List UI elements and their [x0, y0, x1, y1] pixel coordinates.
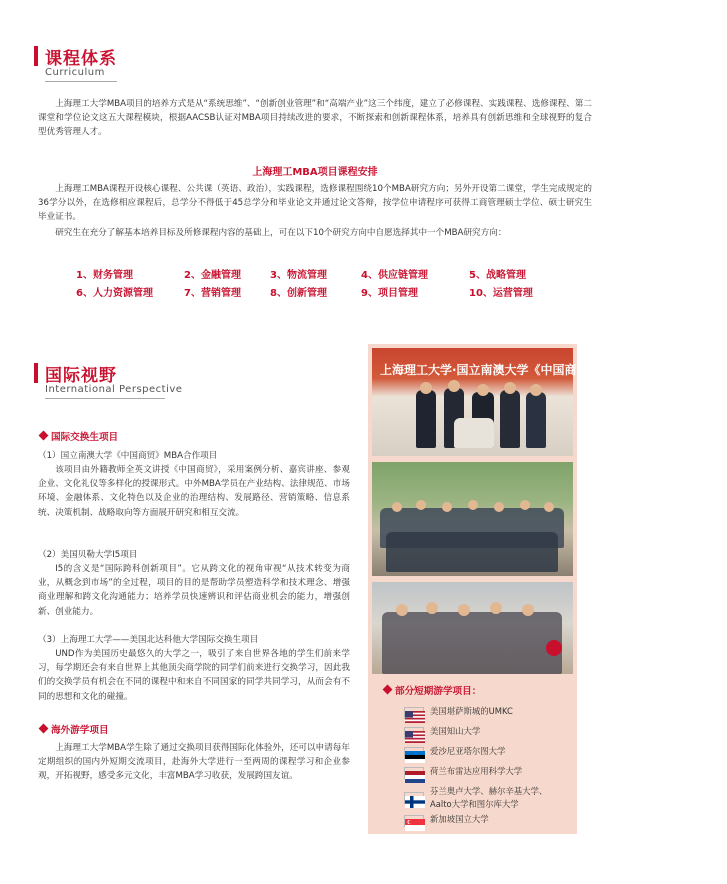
directions-row — [76, 266, 556, 284]
research-directions — [76, 266, 556, 302]
curriculum-subtitle: Curriculum — [45, 67, 105, 78]
section-rule — [45, 81, 117, 82]
finland-flag-icon — [404, 792, 424, 804]
person-head — [504, 382, 516, 394]
us-flag-icon — [404, 707, 424, 719]
person-head — [520, 500, 530, 510]
exchange-item-body: UND作为美国历史最悠久的大学之一，吸引了来自世界各地的学生们前来学习，每学期还会有来自世界上其他顶尖商学院的同学们前来进行交换学习，因此我们的交换学员有机会在不同的课程中和来自不同国家的同学共同学习，从而会有不同的思想和文化的碰撞。 — [38, 649, 350, 702]
group-figure — [382, 612, 562, 674]
logo-badge — [546, 640, 562, 656]
trip-item — [404, 765, 574, 781]
section-bar — [34, 46, 38, 66]
exchange-item-body: I5的含义是“国际跨科创新项目”。它从跨文化的视角审视“从技术转变为商业，从概念到市场”的全过程，项目的目的是帮助学员塑造科学和技术理念、增强商业理解和跨文化沟通能力；培养学员快速辨识和评估商业机会的能力，增强创新、创业能力。 — [38, 564, 350, 617]
direction-item: 10、运营管理 — [469, 288, 533, 299]
group-figure — [386, 532, 558, 572]
trip-label: 美国知山大学 — [430, 726, 481, 736]
person-head — [477, 384, 489, 396]
section-bar — [34, 363, 38, 383]
trip-label: 美国堪萨斯城的UMKC — [430, 706, 513, 716]
short-trips-heading-label: 部分短期游学项目： — [395, 686, 482, 697]
trip-item — [404, 813, 574, 829]
study-abroad-heading — [40, 722, 109, 736]
singapore-flag-icon — [404, 815, 424, 827]
direction-item: 4、供应链管理 — [361, 270, 428, 281]
section-rule — [45, 398, 165, 399]
exchange-item-title: （1）国立南澳大学《中国商贸》MBA合作项目 — [38, 451, 218, 461]
diamond-icon — [39, 431, 49, 441]
diamond-icon — [383, 685, 393, 695]
exchange-item-body: 该项目由外籍教师全英文讲授《中国商贸》，采用案例分析、嘉宾讲座、参观企业、文化礼仪等多样化的授课形式。中外MBA学员在产业结构、法律规范、市场环境、金融体系、文化特色以及企业的治理结构、发展路径、营销策略、信息系统、决策机制、战略取向等方面展开研究和相互交流。 — [38, 465, 350, 518]
group-photo — [372, 462, 573, 576]
trip-item — [404, 725, 574, 741]
exchange-heading-label: 国际交换生项目 — [51, 432, 119, 443]
direction-item: 8、创新管理 — [270, 288, 327, 299]
trip-label: 爱沙尼亚塔尔图大学 — [430, 746, 506, 756]
direction-item: 7、营销管理 — [184, 288, 241, 299]
ceremony-photo — [372, 348, 727, 456]
directions-row — [76, 284, 556, 302]
classroom-photo — [372, 582, 573, 674]
person-head — [416, 500, 426, 510]
us-flag-icon — [404, 727, 424, 739]
person-head — [530, 384, 542, 396]
person-head — [392, 502, 402, 512]
direction-item: 3、物流管理 — [270, 270, 327, 281]
direction-item: 6、人力资源管理 — [76, 288, 153, 299]
person-figure — [500, 390, 520, 448]
exchange-item-title: （3）上海理工大学——美国北达科他大学国际交换生项目 — [38, 635, 259, 645]
curriculum-title: 课程体系 — [45, 49, 117, 69]
plan-paragraph-2: 研究生在充分了解基本培养目标及所修课程内容的基础上，可在以下10个研究方向中自愿选择其中一个MBA研究方向： — [55, 228, 507, 238]
plan-title: 上海理工MBA项目课程安排 — [252, 167, 378, 178]
short-trips-heading — [384, 683, 481, 697]
trip-item — [404, 785, 574, 813]
diamond-icon — [39, 724, 49, 734]
person-head — [458, 604, 470, 616]
study-abroad-heading-label: 海外游学项目 — [51, 725, 109, 736]
exchange-heading — [40, 429, 118, 443]
trip-label: 荷兰布雷达应用科学大学 — [430, 766, 523, 776]
person-head — [522, 604, 534, 616]
direction-item: 5、战略管理 — [469, 270, 526, 281]
trip-label-continued: Aalto大学和图尔库大学 — [430, 799, 519, 809]
curriculum-intro: 上海理工大学MBA项目的培养方式是从“系统思维”、“创新创业管理”和“高端产业”这三个纬度，建立了必修课程、实践课程、选修课程、第二课堂和学位论文这五大课程模块，根据AACSB认证对MBA项目持续改进的要求，不断探索和创新课程体系，培养具有创新思维和全球视野的复合型优秀管理人才。 — [38, 99, 592, 138]
person-head — [426, 602, 438, 614]
person-figure — [526, 392, 546, 448]
person-head — [468, 500, 478, 510]
study-abroad-body: 上海理工大学MBA学生除了通过交换项目获得国际化体验外，还可以申请每年定期组织的国内外短期交流项目，赴海外大学进行一至两周的课程学习和企业参观，开拓视野，感受多元文化，丰富MBA学习收获，发展跨国友谊。 — [38, 743, 350, 782]
trip-label: 新加坡国立大学 — [430, 814, 489, 824]
person-figure — [416, 390, 436, 448]
estonia-flag-icon — [404, 747, 424, 759]
person-head — [396, 604, 408, 616]
person-head — [494, 502, 504, 512]
person-head — [490, 602, 502, 614]
international-title: 国际视野 — [45, 366, 117, 386]
direction-item: 9、项目管理 — [361, 288, 418, 299]
person-head — [544, 502, 554, 512]
trip-item — [404, 705, 574, 721]
direction-item: 1、财务管理 — [76, 270, 133, 281]
exchange-item-title: （2）美国贝勒大学I5项目 — [38, 550, 138, 560]
person-head — [420, 382, 432, 394]
plan-paragraph-1: 上海理工MBA课程开设核心课程、公共课（英语、政治），实践课程，选修课程围绕10个MBA研究方向；另外开设第二课堂，学生完成规定的36学分以外，在选修相应课程后，总学分不得低于45总学分和毕业论文并通过论文答辩，按学位申请程序可获得工商管理硕士学位、硕士研究生毕业证书。 — [38, 184, 592, 223]
trip-label: 芬兰奥卢大学、赫尔辛基大学、 — [430, 786, 548, 796]
person-figure — [454, 418, 494, 448]
person-head — [442, 502, 452, 512]
trip-item — [404, 745, 574, 761]
photo-banner: 上海理工大学·国立南澳大学《中国商贸》MBA合作项目开学仪式 — [380, 363, 727, 377]
person-head — [448, 380, 460, 392]
direction-item: 2、金融管理 — [184, 270, 241, 281]
netherlands-flag-icon — [404, 767, 424, 779]
international-subtitle: International Perspective — [45, 384, 183, 395]
